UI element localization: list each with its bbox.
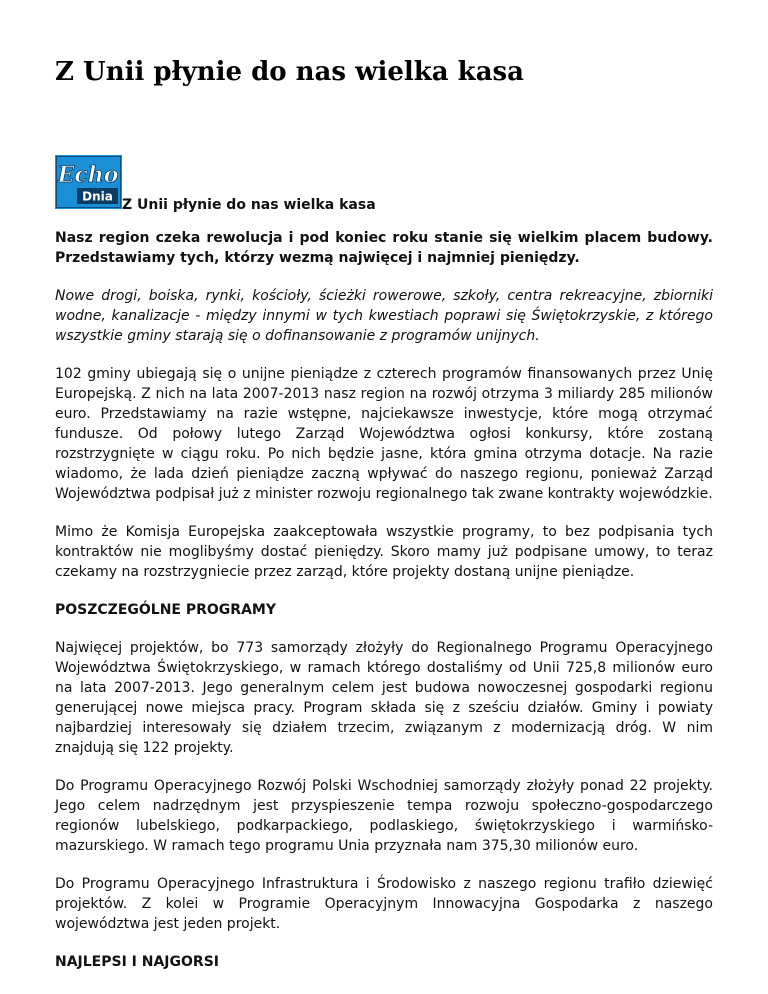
- article-header: [55, 155, 713, 215]
- paragraph: Najwięcej projektów, bo 773 samorządy złożyły do Regionalnego Programu Operacyjnego Województwa Świętokrzyskiego, w ramach którego dostaliśmy od Unii 725,8 milionów euro na lata 2007-2013. Jego generalnym celem jest budowa nowoczesnej gospodarki regionu generującej nowe miejsca pracy. Program składa się z sześciu działów. Gminy i powiaty najbardziej interesowały się działem trzecim, związanym z modernizacją dróg. W nim znajdują się 122 projekty.: [55, 640, 713, 756]
- logo-text-top: Echo: [57, 162, 119, 188]
- article-subtitle: Z Unii płynie do nas wielka kasa: [122, 197, 376, 213]
- article-intro: Nowe drogi, boiska, rynki, kościoły, ścieżki rowerowe, szkoły, centra rekreacyjne, zbiorniki wodne, kanalizacje - między innymi w tych kwestiach poprawi się Świętokrzyskie, z którego wszystkie gminy starają się o dofinansowanie z programów unijnych.: [55, 288, 713, 344]
- paragraph: Do Programu Operacyjnego Rozwój Polski Wschodniej samorządy złożyły ponad 22 projekty. Jego celem nadrzędnym jest przyspieszenie tempa rozwoju społeczno-gospodarczego regionów lubelskiego, podkarpackiego, podlaskiego, świętokrzyskiego i warmińsko-mazurskiego. W ramach tego programu Unia przyznała nam 375,30 milionów euro.: [55, 778, 713, 854]
- logo-text-bottom: Dnia: [82, 189, 113, 204]
- section-heading-best-worst: NAJLEPSI I NAJGORSI: [55, 954, 219, 970]
- paragraph: 102 gminy ubiegają się o unijne pieniądze z czterech programów finansowanych przez Unię Europejską. Z nich na lata 2007-2013 nasz region na rozwój otrzyma 3 miliardy 285 milionów euro. Przedstawiamy na razie wstępne, najciekawsze inwestycje, które mogą otrzymać fundusze. Od połowy lutego Zarząd Województwa ogłosi konkursy, które zostaną rozstrzygnięte w ciągu roku. Po nich będzie jasne, która gmina otrzyma dotacje. Na razie wiadomo, że lada dzień pieniądze zaczną wpływać do naszego regionu, ponieważ Zarząd Województwa podpisał już z minister rozwoju regionalnego tak zwane kontrakty wojewódzkie.: [55, 366, 713, 502]
- paragraph: Do Programu Operacyjnego Infrastruktura i Środowisko z naszego regionu trafiło dziewięć projektów. Z kolei w Programie Operacyjnym Innowacyjna Gospodarka z naszego województwa jest jeden projekt.: [55, 876, 713, 932]
- paragraph: Mimo że Komisja Europejska zaakceptowała wszystkie programy, to bez podpisania tych kontraktów nie moglibyśmy dostać pieniędzy. Skoro mamy już podpisane umowy, to teraz czekamy na rozstrzygniecie przez zarząd, które projekty dostaną unijne pieniądze.: [55, 524, 713, 580]
- section-heading-programs: POSZCZEGÓLNE PROGRAMY: [55, 602, 276, 618]
- article-body: [55, 228, 713, 990]
- page-title: Z Unii płynie do nas wielka kasa: [55, 57, 525, 87]
- article-lead: Nasz region czeka rewolucja i pod koniec roku stanie się wielkim placem budowy. Przedstawiamy tych, którzy wezmą najwięcej i najmniej pieniędzy.: [55, 230, 713, 266]
- echo-dnia-logo: [55, 155, 122, 209]
